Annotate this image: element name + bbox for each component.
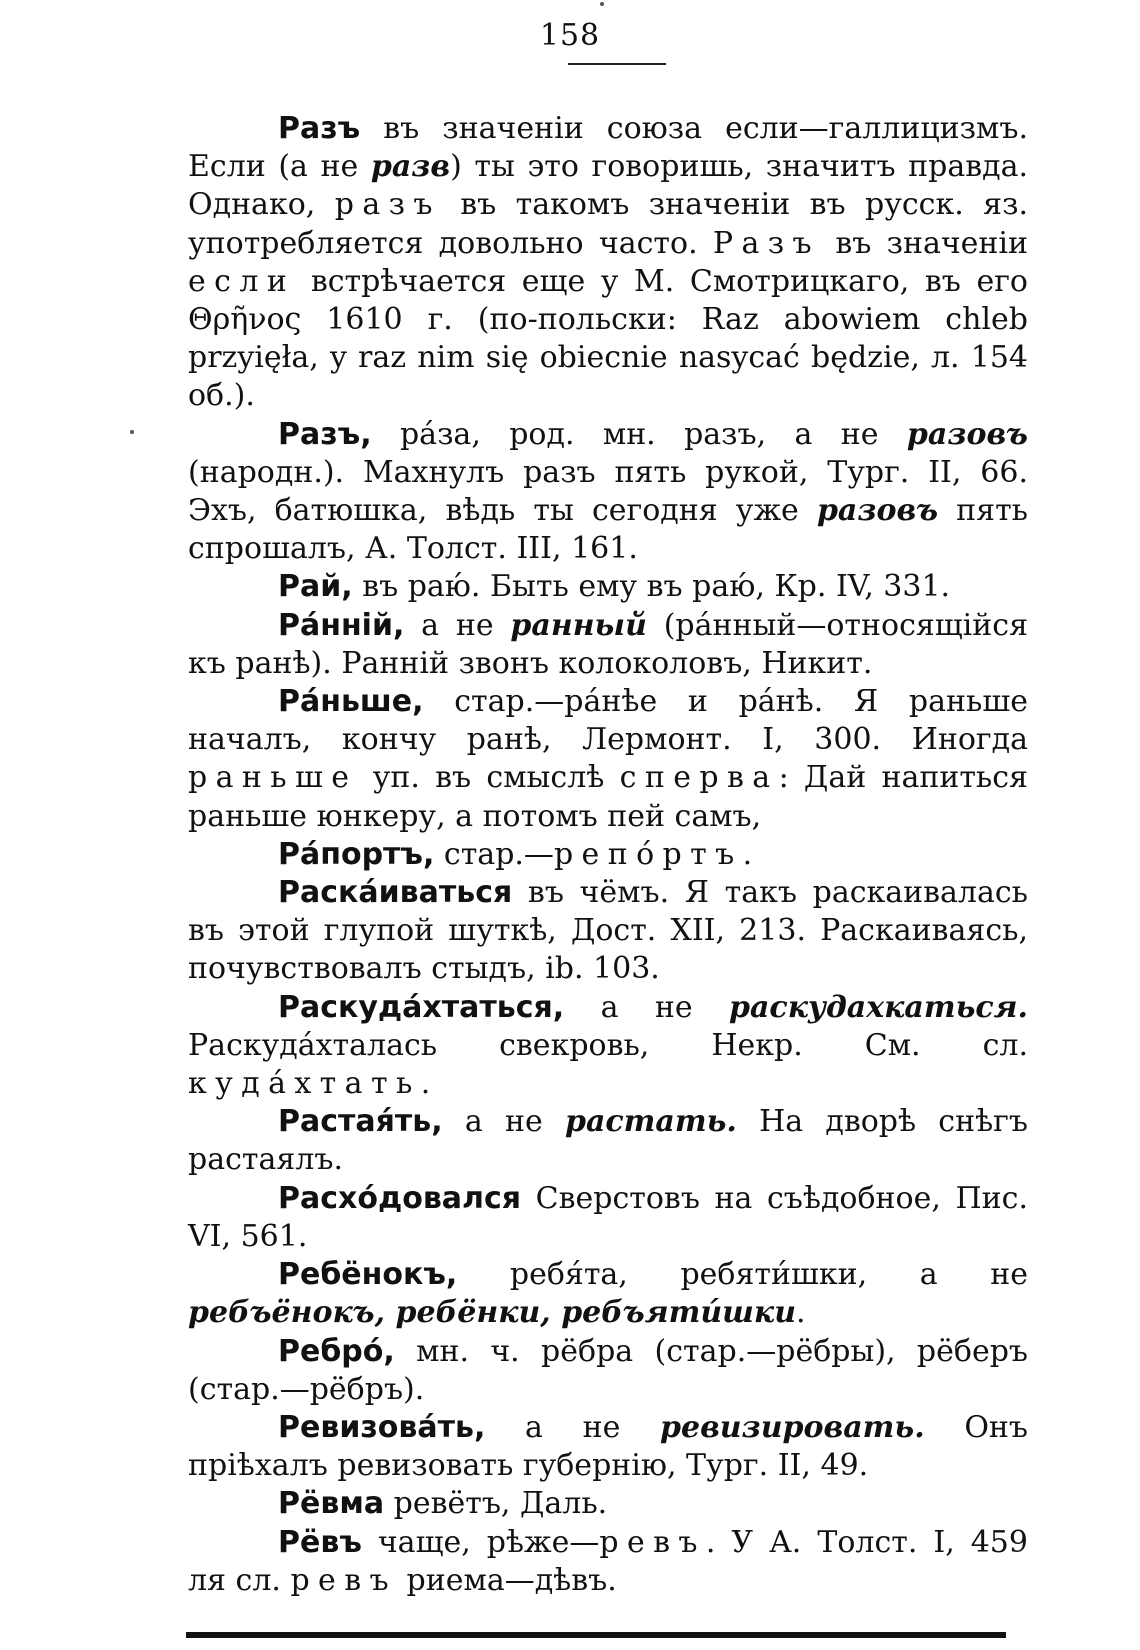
entry-raskhodovalsya: Расхо́довался Сверстовъ на съѣдобное, Пис. VI, 561. <box>188 1180 1028 1254</box>
entry-rebro: Ребро́, мн. ч. рёбра (стар.—рёбры), рёберъ (стар.—рёбръ). <box>188 1333 1028 1407</box>
headword: Ревизова́ть, <box>278 1409 486 1445</box>
headword: Рай, <box>278 569 353 605</box>
dictionary-entries <box>188 110 1028 1600</box>
headword: Расхо́довался <box>278 1180 522 1216</box>
entry-raskaivatsya: Раска́иваться въ чёмъ. Я такъ раскаивалась въ этой глупой шуткѣ, Дост. XII, 213. Раскаиваясь, почувствовалъ стыдъ, ib. 103. <box>188 875 1028 987</box>
entry-revizovat: Ревизова́ть, а не ревизировать. Онъ пріѣхалъ ревизовать губернію, Тург. II, 49. <box>188 1409 1028 1484</box>
entry-raport: Ра́портъ, стар.—репо́ртъ. <box>278 836 753 872</box>
headword: Ра́ньше, <box>278 684 424 720</box>
entry-raskudakhtatsya: Раскуда́хтаться, а не раскудахкаться. Раскуда́хталась свекровь, Некр. См. сл. куда́хтать. <box>188 989 1028 1102</box>
entry-rev: Рёвъ чаще, рѣже—ревъ. У А. Толст. I, 459 ля сл. ревъ риема—дѣвъ. <box>188 1524 1028 1598</box>
page-number-rule <box>568 63 666 65</box>
headword: Раскуда́хтаться, <box>278 989 565 1025</box>
entry-raz-esli: Разъ въ значеніи союза если—галлицизмъ. Если (а не разв) ты это говоришь, значитъ правда. Однако, разъ въ такомъ значеніи въ русск. яз. употребляется довольно часто. Разъ въ значеніи если встрѣчается еще у М. Смотрицкаго, въ его Θρῆνος 1610 г. (по-польски: Raz abowiem chleb przyięła, y raz nim się obiecnie nasycać będzie, л. 154 об.). <box>188 111 1029 414</box>
headword: Ребёнокъ, <box>278 1257 458 1293</box>
headword: Раска́иваться <box>278 875 513 911</box>
headword: Ребро́, <box>278 1333 395 1369</box>
headword: Разъ, <box>278 416 372 452</box>
entry-rebenok: Ребёнокъ, ребя́та, ребяти́шки, а не ребъёнокъ, ребёнки, ребъяти́шки. <box>188 1257 1028 1331</box>
headword: Рёвъ <box>278 1524 362 1560</box>
scan-speck <box>600 2 604 6</box>
bottom-scan-edge <box>186 1632 1006 1638</box>
scan-speck <box>130 430 134 434</box>
headword: Рёвма <box>278 1486 385 1522</box>
headword: Растая́ть, <box>278 1104 443 1140</box>
entry-raz-raza: Разъ, ра́за, род. мн. разъ, а не разовъ (народн.). Махнулъ разъ пять рукой, Тург. II, 66. Эхъ, батюшка, вѣдь ты сегодня уже разовъ пять спрошалъ, А. Толст. III, 161. <box>188 416 1029 567</box>
entry-rastayat: Растая́ть, а не растать. На дворѣ снѣгъ растаялъ. <box>188 1104 1028 1178</box>
entry-ranshe: Ра́ньше, стар.—ра́нѣе и ра́нѣ. Я раньше началъ, кончу ранѣ, Лермонт. I, 300. Иногда раньше уп. въ смыслѣ сперва: Дай напиться раньше юнкеру, а потомъ пей самъ, <box>188 684 1028 834</box>
headword: Разъ <box>278 111 361 146</box>
headword: Ра́портъ, <box>278 836 435 872</box>
headword: Ра́нній, <box>278 607 405 643</box>
page-number: 158 <box>539 18 601 53</box>
entry-ray: Рай, въ раю́. Быть ему въ раю́, Кр. IV, 331. <box>278 569 951 605</box>
entry-ranniy: Ра́нній, а не ранный (ра́нный—относящійся къ ранѣ). Ранній звонъ колоколовъ, Никит. <box>188 607 1029 681</box>
entry-revma: Рёвма ревётъ, Даль. <box>278 1486 608 1522</box>
